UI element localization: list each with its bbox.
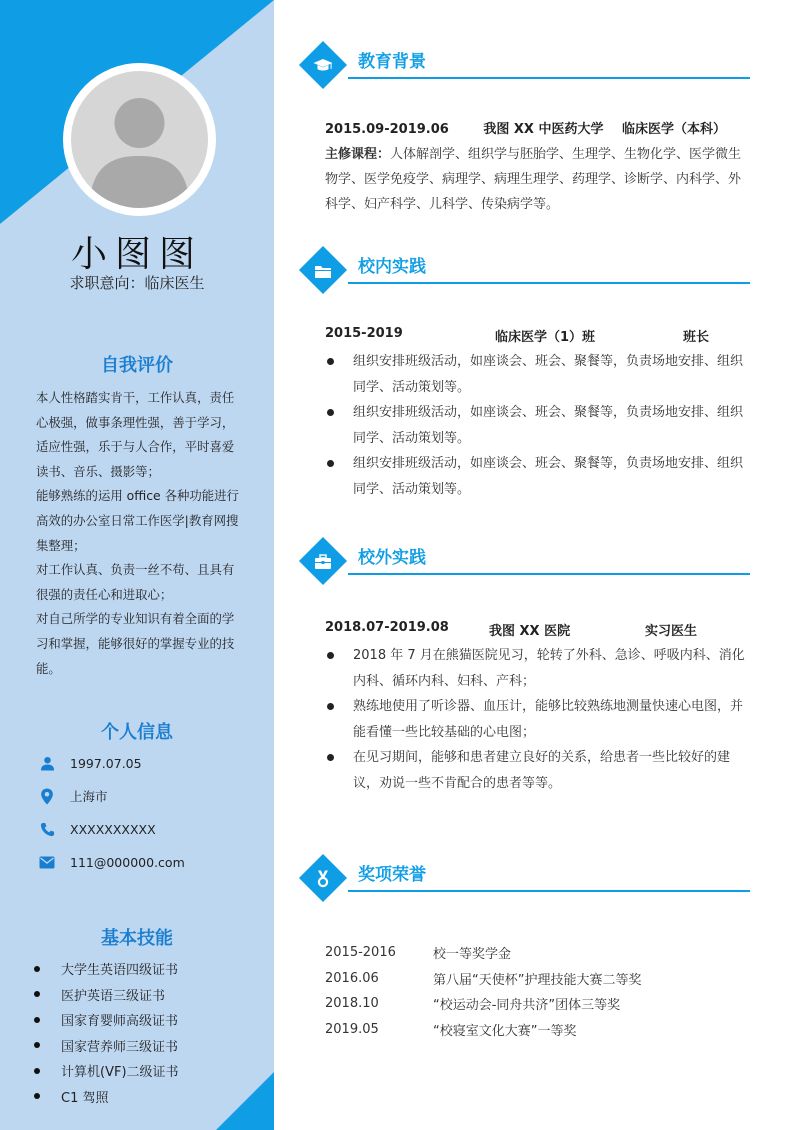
list-item — [34, 1084, 179, 1110]
section-external — [302, 541, 750, 583]
external-period: 2018.07-2019.08 — [325, 620, 449, 635]
edu-period: 2015.09-2019.06 — [325, 122, 449, 137]
award-name: “校寝室文化大赛”一等奖 — [433, 1023, 577, 1039]
skills-list — [34, 956, 179, 1109]
award-date: 2019.05 — [325, 1021, 379, 1037]
person-icon — [38, 754, 56, 772]
skill-label: 国家营养师三级证书 — [61, 1039, 179, 1055]
section-campus — [302, 250, 750, 292]
campus-bullets — [325, 349, 755, 502]
graduation-cap-icon — [302, 45, 344, 87]
bullet-text: 在见习期间，能够和患者建立良好的关系，给患者一些比较好的建议，劝说一些不肯配合的患者等等。 — [353, 750, 731, 791]
birth-date: 1997.07.05 — [70, 755, 142, 771]
education-header — [325, 118, 726, 137]
self-eval-title: 自我评价 — [101, 355, 173, 376]
list-item — [325, 745, 755, 796]
self-eval-text — [36, 386, 246, 681]
self-eval-paragraph: 对工作认真、负责一丝不苟、且具有很强的责任心和进取心； — [36, 562, 235, 602]
awards-list — [325, 940, 755, 1042]
award-name: “校运动会-同舟共济”团体三等奖 — [433, 998, 621, 1014]
self-eval-paragraph: 能够熟练的运用 office 各种功能进行高效的办公室日常工作医学|教育网搜集整理； — [36, 488, 239, 553]
list-item — [34, 1007, 179, 1033]
folder-icon — [302, 250, 344, 292]
list-item — [325, 349, 755, 400]
section-education — [302, 45, 750, 87]
medal-icon — [302, 858, 344, 900]
sidebar-bottom-triangle — [216, 1072, 274, 1130]
courses-label: 主修课程： — [325, 147, 391, 162]
external-org: 我图 XX 医院 — [489, 624, 571, 639]
list-item — [325, 694, 755, 745]
external-role: 实习医生 — [645, 624, 698, 639]
campus-org: 临床医学（1）班 — [495, 330, 596, 345]
job-objective: 求职意向：临床医生 — [69, 274, 205, 292]
award-date: 2015-2016 — [325, 945, 396, 961]
section-title: 教育背景 — [358, 52, 426, 72]
sidebar — [0, 0, 274, 1130]
bullet-text: 2018 年 7 月在熊猫医院见习，轮转了外科、急诊、呼吸内科、消化内科、循环内科、妇科、产科； — [353, 648, 745, 689]
skill-label: 计算机(VF)二级证书 — [61, 1065, 179, 1081]
list-item — [325, 991, 755, 1017]
info-phone — [38, 817, 156, 841]
skill-label: 国家育婴师高级证书 — [61, 1014, 179, 1030]
bullet-text: 组织安排班级活动，如座谈会、班会、聚餐等，负责场地安排、组织同学、活动策划等。 — [353, 354, 744, 395]
skill-label: 医护英语三级证书 — [61, 988, 166, 1004]
edu-school: 我图 XX 中医药大学 — [483, 122, 604, 137]
email-address: 111@000000.com — [70, 854, 185, 870]
list-item — [325, 451, 755, 502]
campus-period: 2015-2019 — [325, 326, 403, 341]
skills-title: 基本技能 — [101, 928, 173, 949]
avatar-placeholder-icon — [71, 71, 208, 208]
section-title: 奖项荣誉 — [358, 865, 426, 885]
skill-label: 大学生英语四级证书 — [61, 963, 179, 979]
skill-label: C1 驾照 — [61, 1090, 109, 1106]
list-item — [34, 1033, 179, 1059]
self-eval-paragraph: 对自己所学的专业知识有着全面的学习和掌握，能够很好的掌握专业的技能。 — [36, 611, 235, 676]
briefcase-icon — [302, 541, 344, 583]
info-city — [38, 784, 108, 808]
external-header — [325, 620, 755, 640]
campus-header — [325, 326, 755, 346]
list-item — [325, 400, 755, 451]
external-bullets — [325, 643, 755, 796]
list-item — [34, 982, 179, 1008]
phone-icon — [38, 820, 56, 838]
city: 上海市 — [70, 789, 108, 804]
list-item — [325, 940, 755, 966]
avatar — [63, 63, 216, 216]
envelope-icon — [38, 853, 56, 871]
award-name: 校一等奖学金 — [433, 947, 512, 963]
award-date: 2018.10 — [325, 996, 379, 1012]
section-awards — [302, 858, 750, 900]
award-name: 第八届“天使杯”护理技能大赛二等奖 — [433, 972, 642, 988]
list-item — [34, 956, 179, 982]
info-email — [38, 850, 185, 874]
edu-courses — [325, 142, 753, 217]
info-birth — [38, 751, 142, 775]
self-eval-paragraph: 本人性格踏实肯干，工作认真，责任心极强，做事条理性强，善于学习，适应性强，乐于与人合作，平时喜爱读书、音乐、摄影等； — [36, 390, 235, 479]
location-pin-icon — [38, 787, 56, 805]
bullet-text: 熟练地使用了听诊器、血压计，能够比较熟练地测量快速心电图，并能看懂一些比较基础的心电图； — [353, 699, 744, 740]
list-item — [325, 1017, 755, 1043]
phone-number: XXXXXXXXXX — [70, 821, 156, 837]
section-title: 校外实践 — [358, 548, 426, 568]
list-item — [34, 1058, 179, 1084]
candidate-name: 小图图 — [70, 234, 203, 275]
bullet-text: 组织安排班级活动，如座谈会、班会、聚餐等，负责场地安排、组织同学、活动策划等。 — [353, 405, 744, 446]
list-item — [325, 643, 755, 694]
award-date: 2016.06 — [325, 970, 379, 986]
campus-role: 班长 — [683, 330, 710, 345]
courses-text: 人体解剖学、组织学与胚胎学、生理学、生物化学、医学微生物学、医学免疫学、病理学、病理生理学、药理学、诊断学、内科学、外科学、妇产科学、儿科学、传染病学等。 — [325, 147, 742, 212]
list-item — [325, 966, 755, 992]
personal-info-title: 个人信息 — [101, 722, 173, 743]
bullet-text: 组织安排班级活动，如座谈会、班会、聚餐等，负责场地安排、组织同学、活动策划等。 — [353, 456, 744, 497]
section-title: 校内实践 — [358, 257, 426, 277]
edu-major: 临床医学（本科） — [622, 122, 727, 137]
